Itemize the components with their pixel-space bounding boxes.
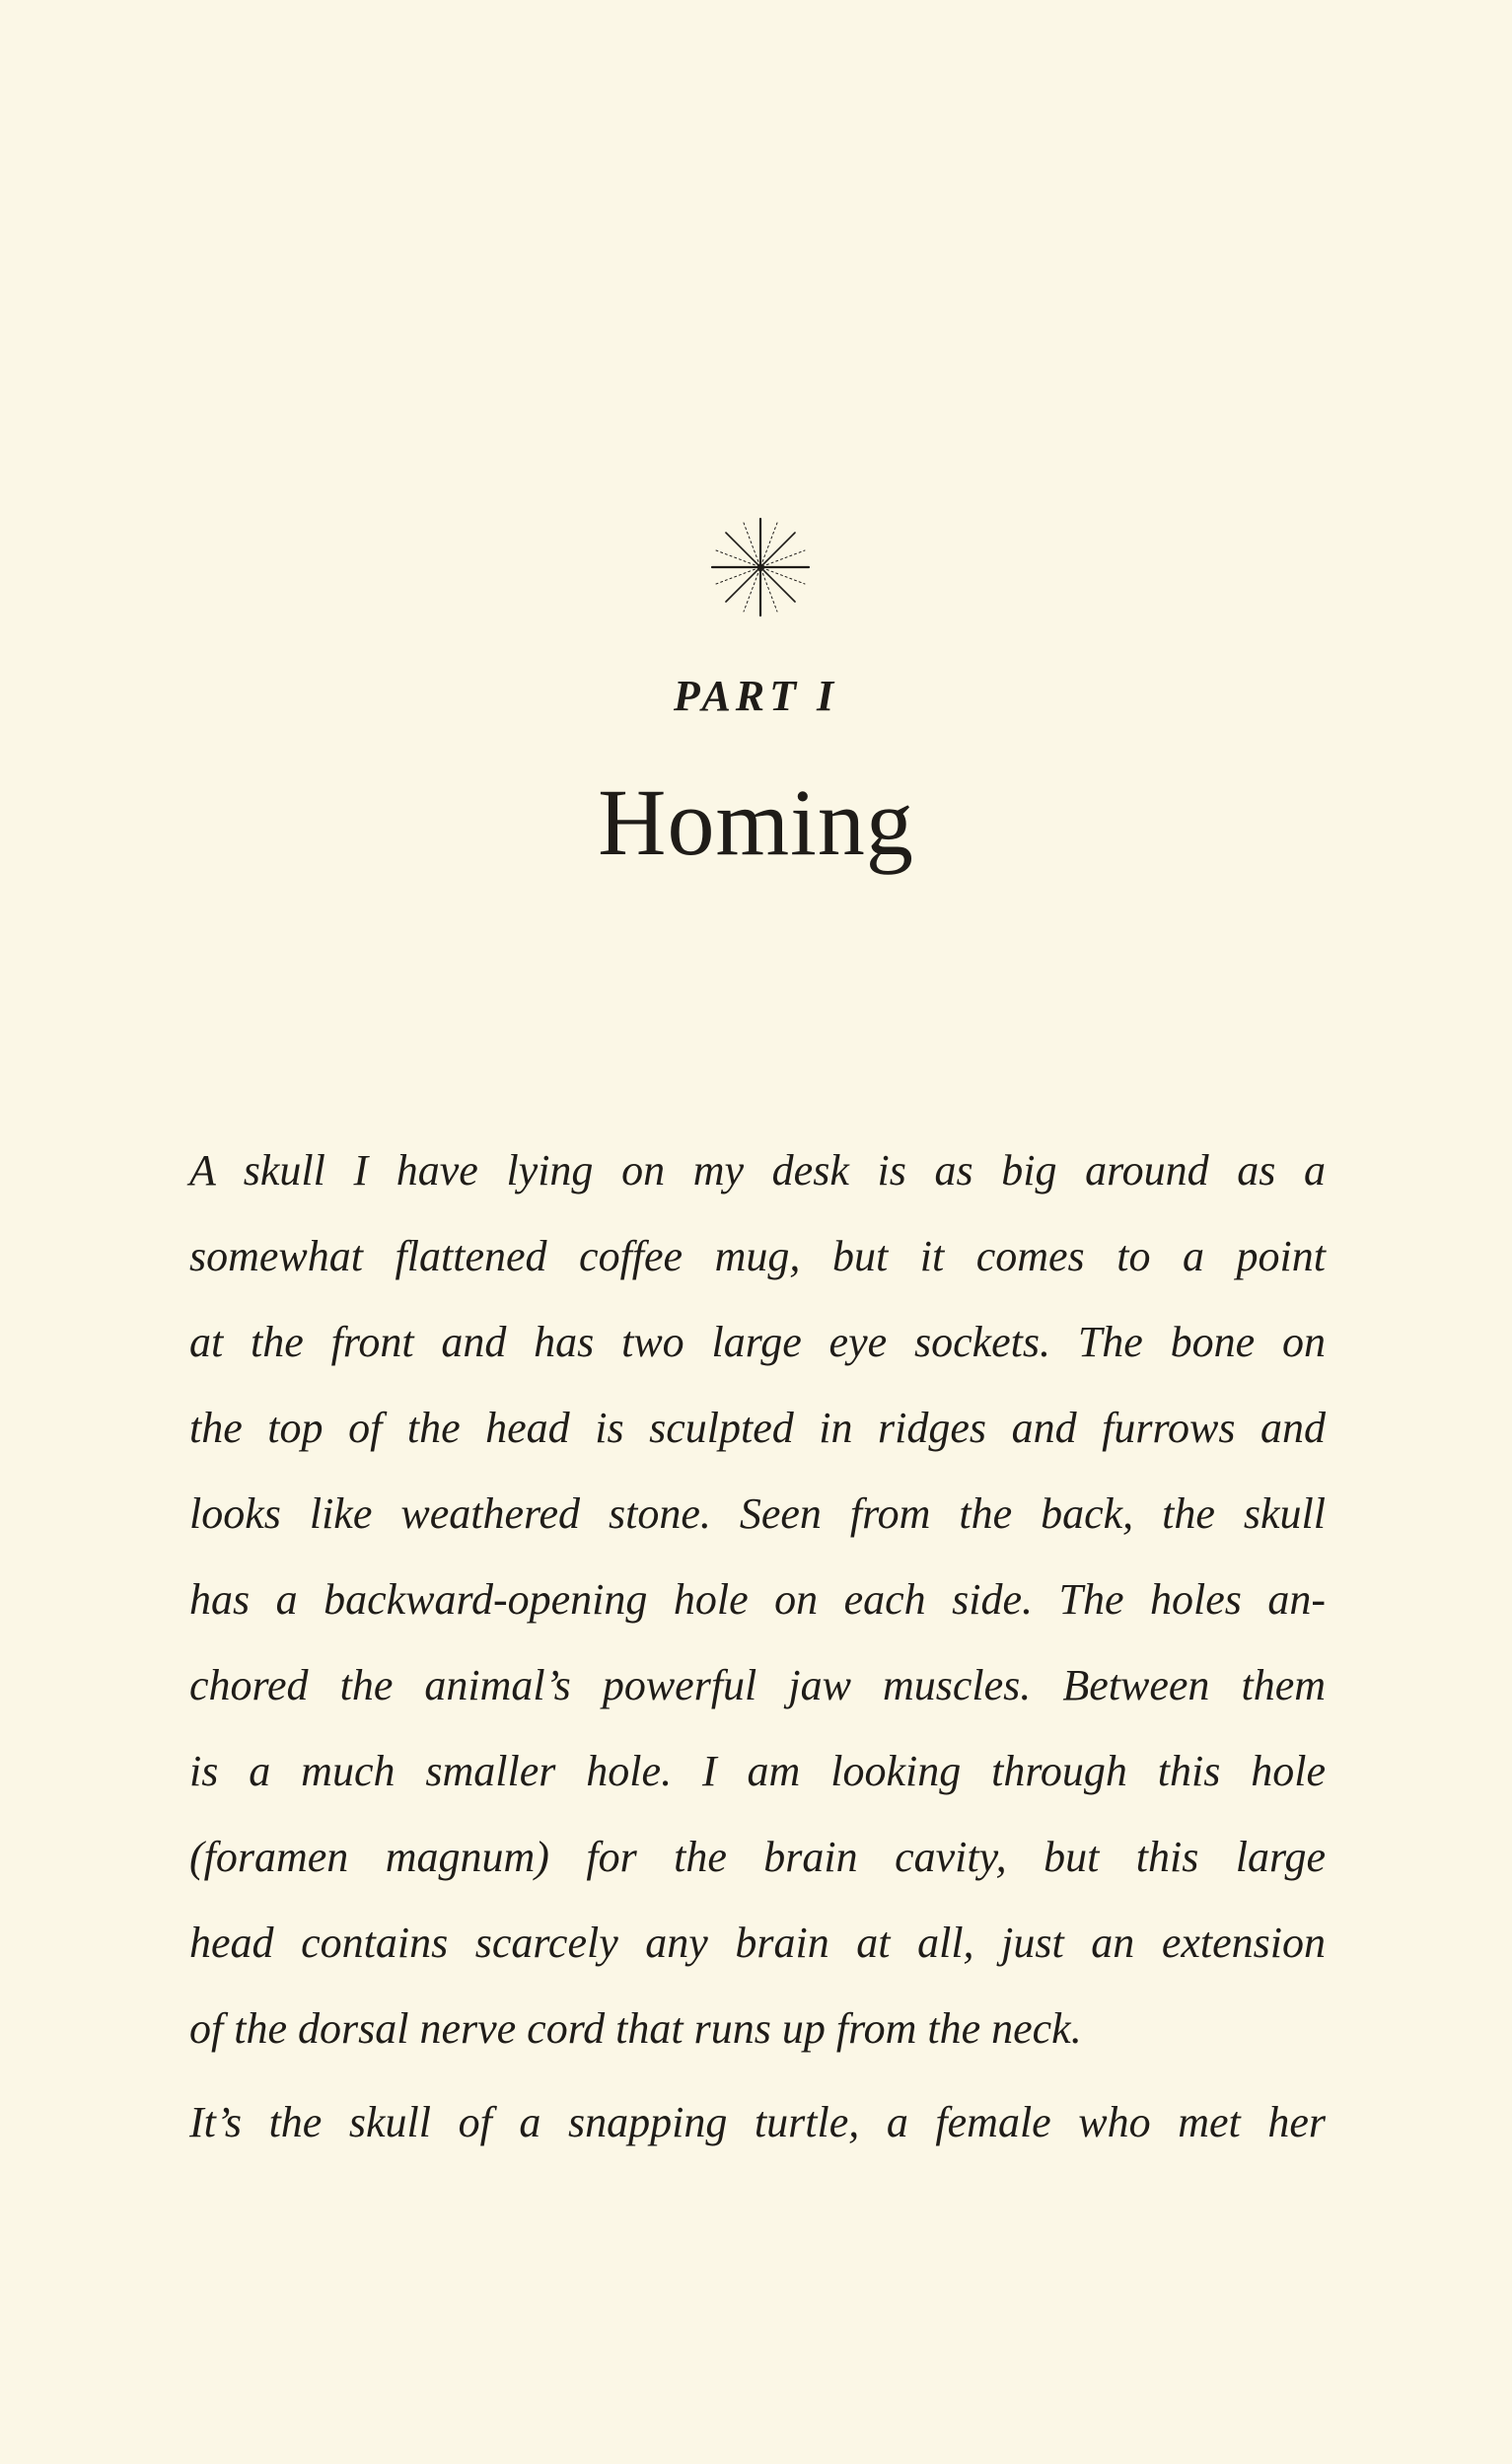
body-text	[189, 1127, 1326, 2165]
text-line: head contains scarcely any brain at all, just an extension	[189, 1919, 1326, 1967]
text-line: has a backward-opening hole on each side. The holes an-	[189, 1575, 1326, 1624]
text-line: the top of the head is sculpted in ridges and furrows and	[189, 1404, 1326, 1452]
text-line: is a much smaller hole. I am looking through this hole	[189, 1747, 1326, 1795]
text-line: (foramen magnum) for the brain cavity, but this large	[189, 1833, 1326, 1881]
paragraph-2	[189, 2079, 1326, 2165]
star-ornament-icon	[706, 513, 815, 621]
part-label: PART I	[673, 672, 839, 720]
text-line-last: of the dorsal nerve cord that runs up from the neck.	[189, 2004, 1082, 2053]
part-title: Homing	[598, 769, 914, 875]
paragraph-1	[189, 1127, 1326, 2071]
text-line: A skull I have lying on my desk is as big around as a	[189, 1146, 1326, 1195]
text-line: It’s the skull of a snapping turtle, a female who met her	[189, 2098, 1326, 2146]
text-line: at the front and has two large eye sockets. The bone on	[189, 1318, 1326, 1366]
text-line: looks like weathered stone. Seen from the back, the skull	[189, 1489, 1326, 1538]
text-line: chored the animal’s powerful jaw muscles. Between them	[189, 1661, 1326, 1709]
text-line: somewhat flattened coffee mug, but it comes to a point	[189, 1232, 1326, 1280]
